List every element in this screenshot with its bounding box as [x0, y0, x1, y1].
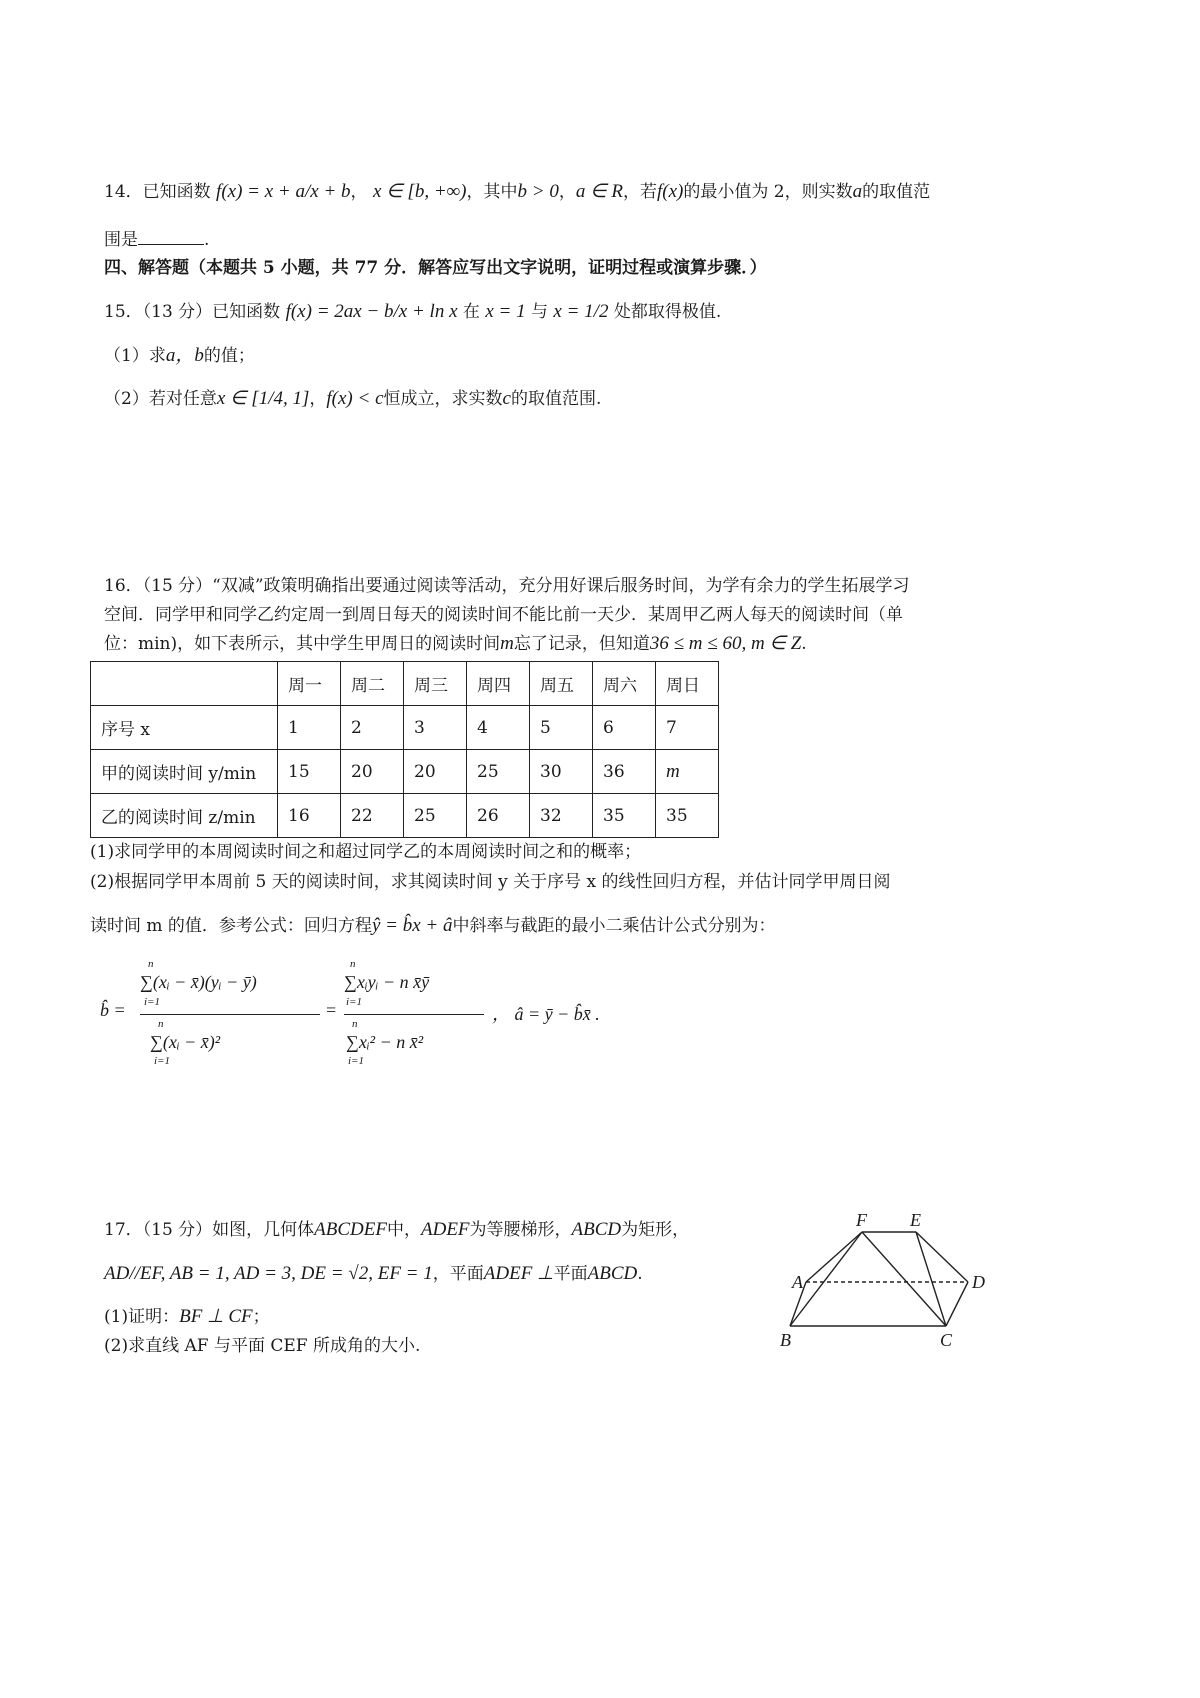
q15-intro: 15．（13 分）已知函数 [104, 302, 281, 322]
sum-top-3: n [350, 958, 356, 970]
q15-p2-var: c [502, 388, 511, 409]
equals-sign: = [326, 1000, 337, 1020]
q15-line1 [104, 300, 721, 324]
q15-p2-a: （2）若对任意 [104, 389, 217, 409]
table-cell: 周一 [278, 662, 341, 706]
q17-line1-d: 为矩形， [621, 1220, 690, 1240]
q14-fx: f(x) [657, 181, 684, 202]
table-cell: 3 [404, 706, 467, 750]
q17-line1-b: 中， [387, 1220, 421, 1240]
q17-line2 [104, 1262, 643, 1286]
sum-bot-1: i=1 [144, 996, 160, 1008]
q14-text-g: 的取值范 [862, 182, 931, 202]
reading-time-table [90, 661, 719, 838]
fraction-bar-2 [344, 1014, 484, 1015]
formula-a-hat: ， â = ȳ − b̂x̄ . [492, 1004, 600, 1024]
table-row [91, 750, 719, 794]
q17-line1-c: 为等腰梯形， [469, 1220, 572, 1240]
formula-b-hat: b̂ = [100, 1000, 126, 1020]
q17-line2-end: . [637, 1264, 643, 1284]
table-cell: 7 [656, 706, 719, 750]
q16-line2: 空间．同学甲和同学乙约定周一到周日每天的阅读时间不能比前一天少．某周甲乙两人每天的阅读时间（单 [104, 605, 903, 625]
table-cell: 周三 [404, 662, 467, 706]
edge-FC [862, 1232, 946, 1326]
q15-p2-c: 恒成立，求实数 [383, 389, 503, 409]
q16-line3-cond: 36 ≤ m ≤ 60, m ∈ Z [649, 633, 802, 654]
table-row [91, 794, 719, 838]
table-cell: 25 [404, 794, 467, 838]
table-cell: 22 [341, 794, 404, 838]
q14-text-c: ，其中 [466, 182, 518, 202]
q14-cond-b: b > 0 [517, 181, 559, 202]
table-cell: 20 [341, 750, 404, 794]
q16-line3-end: . [801, 634, 807, 654]
table-cell: 甲的阅读时间 y/min [91, 750, 278, 794]
denominator-2: ∑xᵢ² − n x̄² [346, 1032, 424, 1052]
q14-line1 [104, 180, 930, 204]
q16-regression-eq: ŷ = b̂x + â [371, 915, 453, 936]
q15-p2-b: ， [309, 389, 327, 409]
table-cell: 20 [404, 750, 467, 794]
sum-bot-4: i=1 [348, 1055, 364, 1067]
q15-p2-interval: x ∈ [1/4, 1] [216, 388, 310, 409]
q15-p1-b: 的值； [203, 346, 255, 366]
table-cell [91, 662, 278, 706]
numerator-1: ∑(xᵢ − x̄)(yᵢ − ȳ) [140, 972, 257, 992]
table-cell: 36 [593, 750, 656, 794]
section-4-heading: 四、解答题（本题共 5 小题，共 77 分．解答应写出文字说明，证明过程或演算步骤．） [104, 258, 767, 278]
q14-text-f: 的最小值为 2，则实数 [683, 182, 853, 202]
regression-formula [100, 960, 700, 1070]
q15-mid1: 在 [462, 302, 480, 322]
table-cell: 35 [656, 794, 719, 838]
q17-solid: ABCDEF [314, 1219, 387, 1240]
table-cell: 6 [593, 706, 656, 750]
q14-line2 [104, 226, 209, 252]
table-cell: m [656, 750, 719, 794]
table-cell: 乙的阅读时间 z/min [91, 794, 278, 838]
q15-part1 [104, 344, 255, 368]
q17-part2: (2)求直线 AF 与平面 CEF 所成角的大小. [104, 1336, 421, 1356]
numerator-2: ∑xᵢyᵢ − n x̄ȳ [344, 972, 430, 992]
sum-bot-3: i=1 [346, 996, 362, 1008]
table-cell: 16 [278, 794, 341, 838]
q17-line2-b: ，平面 [432, 1264, 484, 1284]
table-cell: 5 [530, 706, 593, 750]
q16-line3-b: 忘了记录，但知道 [513, 634, 650, 654]
q17-plane2: ABCD [587, 1263, 638, 1284]
q17-rectangle: ABCD [571, 1219, 622, 1240]
q14-function: f(x) = x + a/x + b [216, 181, 351, 202]
edge-DC [946, 1282, 968, 1326]
denominator-1: ∑(xᵢ − x̄)² [150, 1032, 221, 1052]
edge-AF [806, 1232, 862, 1282]
label-C: C [940, 1330, 953, 1350]
table-cell: 2 [341, 706, 404, 750]
table-cell: 15 [278, 750, 341, 794]
table-cell: 32 [530, 794, 593, 838]
q15-p1-var: a，b [165, 345, 204, 366]
table-cell: 30 [530, 750, 593, 794]
table-header-row [91, 662, 719, 706]
table-cell: 26 [467, 794, 530, 838]
table-cell: 周日 [656, 662, 719, 706]
q16-p2-b: 中斜率与截距的最小二乘估计公式分别为： [452, 916, 776, 936]
table-cell: 1 [278, 706, 341, 750]
table-cell: 周四 [467, 662, 530, 706]
label-F: F [856, 1210, 867, 1230]
q17-line1-a: 17．（15 分）如图，几何体 [104, 1220, 315, 1240]
q15-p2-d: 的取值范围. [510, 389, 602, 409]
q14-line2-text: 围是 [104, 230, 138, 250]
q15-p2-ineq: f(x) < c [326, 388, 384, 409]
sum-top-1: n [148, 958, 154, 970]
q16-part2-line1: (2)根据同学甲本周前 5 天的阅读时间，求其阅读时间 y 关于序号 x 的线性回归方程，并估计同学甲周日阅 [90, 872, 891, 892]
sum-top-4: n [352, 1018, 358, 1030]
sum-bot-2: i=1 [154, 1055, 170, 1067]
label-D: D [972, 1272, 985, 1292]
q17-line1 [104, 1218, 689, 1242]
label-A: A [792, 1272, 803, 1292]
q17-p1-a: (1)证明： [104, 1307, 180, 1327]
q15-point2: x = 1/2 [553, 301, 609, 322]
table-cell: 35 [593, 794, 656, 838]
q14-text-d: ， [558, 182, 576, 202]
geometry-figure [776, 1208, 1006, 1358]
q16-p2-a: 读时间 m 的值．参考公式：回归方程 [90, 916, 372, 936]
q15-end: 处都取得极值. [613, 302, 722, 322]
q16-line3 [104, 632, 807, 656]
q15-p1-a: （1）求 [104, 346, 166, 366]
q17-part1 [104, 1305, 270, 1329]
answer-blank [138, 226, 204, 245]
table-cell: 25 [467, 750, 530, 794]
fraction-bar-1 [140, 1014, 320, 1015]
q16-line1: 16．（15 分）“双减”政策明确指出要通过阅读等活动，充分用好课后服务时间，为学有余力的学生拓展学习 [104, 576, 910, 596]
q14-text-a: 14．已知函数 [104, 182, 211, 202]
sum-top-2: n [158, 1018, 164, 1030]
q17-line2-c: 平面 [553, 1264, 588, 1284]
q14-line2-end: . [204, 230, 210, 250]
q15-mid2: 与 [531, 302, 548, 322]
table-row [91, 706, 719, 750]
q15-function: f(x) = 2ax − b/x + ln x [285, 301, 458, 322]
q16-part1: (1)求同学甲的本周阅读时间之和超过同学乙的本周阅读时间之和的概率； [90, 842, 642, 862]
table-cell: 周五 [530, 662, 593, 706]
q17-p1-end: ； [252, 1307, 270, 1327]
q16-part2-line2 [90, 914, 775, 938]
q16-line3-a: 位：min)，如下表所示，其中学生甲周日的阅读时间 [104, 634, 501, 654]
q14-text-e: ，若 [623, 182, 658, 202]
q14-cond-a: a ∈ R [575, 181, 624, 202]
q17-conditions: AD//EF, AB = 1, AD = 3, DE = √2, EF = 1 [104, 1263, 433, 1284]
table-cell: 4 [467, 706, 530, 750]
table-cell: 序号 x [91, 706, 278, 750]
q14-text-b: ， [350, 182, 368, 202]
table-cell: 周二 [341, 662, 404, 706]
q16-line3-m: m [500, 633, 514, 654]
q17-plane1: ADEF ⊥ [483, 1263, 554, 1284]
q14-var-a: a [852, 181, 863, 202]
q17-trapezoid: ADEF [421, 1219, 470, 1240]
table-cell: 周六 [593, 662, 656, 706]
q17-p1-stmt: BF ⊥ CF [179, 1306, 253, 1327]
label-B: B [780, 1330, 791, 1350]
q14-domain: x ∈ [b, +∞) [372, 181, 467, 202]
q15-part2 [104, 387, 601, 411]
q15-point1: x = 1 [485, 301, 526, 322]
label-E: E [910, 1210, 921, 1230]
